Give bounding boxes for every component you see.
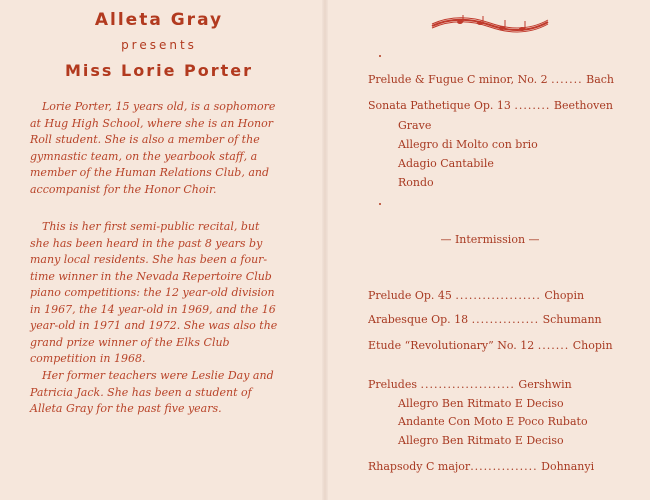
- program-item-schumann: Arabesque Op. 18 ............... Schumann: [368, 313, 602, 326]
- program-item-chopin-prelude: Prelude Op. 45 ................... Chopin: [368, 289, 585, 302]
- bio-paragraph-1: Lorie Porter, 15 years old, is a sophomore at Hug High School, where she is an Honor Roll student. She is also a member of the gymnastic team, on the yearbook staff, a member of the Human Relations Club, and accompanist for the Honor Choir.: [30, 100, 276, 196]
- movement: Grave: [398, 119, 432, 132]
- music-staff-ornament-icon: [430, 14, 550, 36]
- movement: Andante Con Moto E Poco Rubato: [398, 415, 588, 428]
- presenter-name: Alleta Gray: [94, 10, 224, 30]
- intermission-label: — Intermission —: [440, 233, 540, 246]
- program-item-chopin-etude: Etude “Revolutionary” No. 12 ....... Chopin: [368, 339, 613, 352]
- bio-paragraph-3: Her former teachers were Leslie Day and Patricia Jack. She has been a student of Alleta Gray for the past five years.: [30, 369, 274, 415]
- program-page: [330, 0, 650, 500]
- program-item-beethoven: Sonata Pathetique Op. 13 ........ Beethoven: [368, 99, 613, 112]
- performer-name: Miss Lorie Porter: [64, 61, 253, 80]
- margin-dot: [379, 203, 381, 205]
- movement: Adagio Cantabile: [398, 157, 494, 170]
- bio-paragraph-2: This is her first semi-public recital, but she has been heard in the past 8 years by many local residents. She has been a four-time winner in the Nevada Repertoire Club piano competitions: the 12 year-old division in 1967, the 14 year-old in 1969, and the 16 year-old in 1971 and 1972. She was also the grand prize winner of the Elks Club competition in 1968.: [30, 220, 278, 365]
- movement: Allegro Ben Ritmato E Deciso: [398, 397, 564, 410]
- left-page: [0, 0, 318, 500]
- movement: Allegro di Molto con brio: [398, 138, 538, 151]
- movement: Rondo: [398, 176, 434, 189]
- movement: Allegro Ben Ritmato E Deciso: [398, 434, 564, 447]
- presents-label: presents: [121, 38, 197, 52]
- program-item-gershwin: Preludes ..................... Gershwin: [368, 378, 572, 391]
- program-item-dohnanyi: Rhapsody C major............... Dohnanyi: [368, 460, 595, 473]
- margin-dot: [379, 55, 381, 57]
- page-fold: [322, 0, 328, 500]
- program-item-bach: Prelude & Fugue C minor, No. 2 ....... Bach: [368, 73, 614, 86]
